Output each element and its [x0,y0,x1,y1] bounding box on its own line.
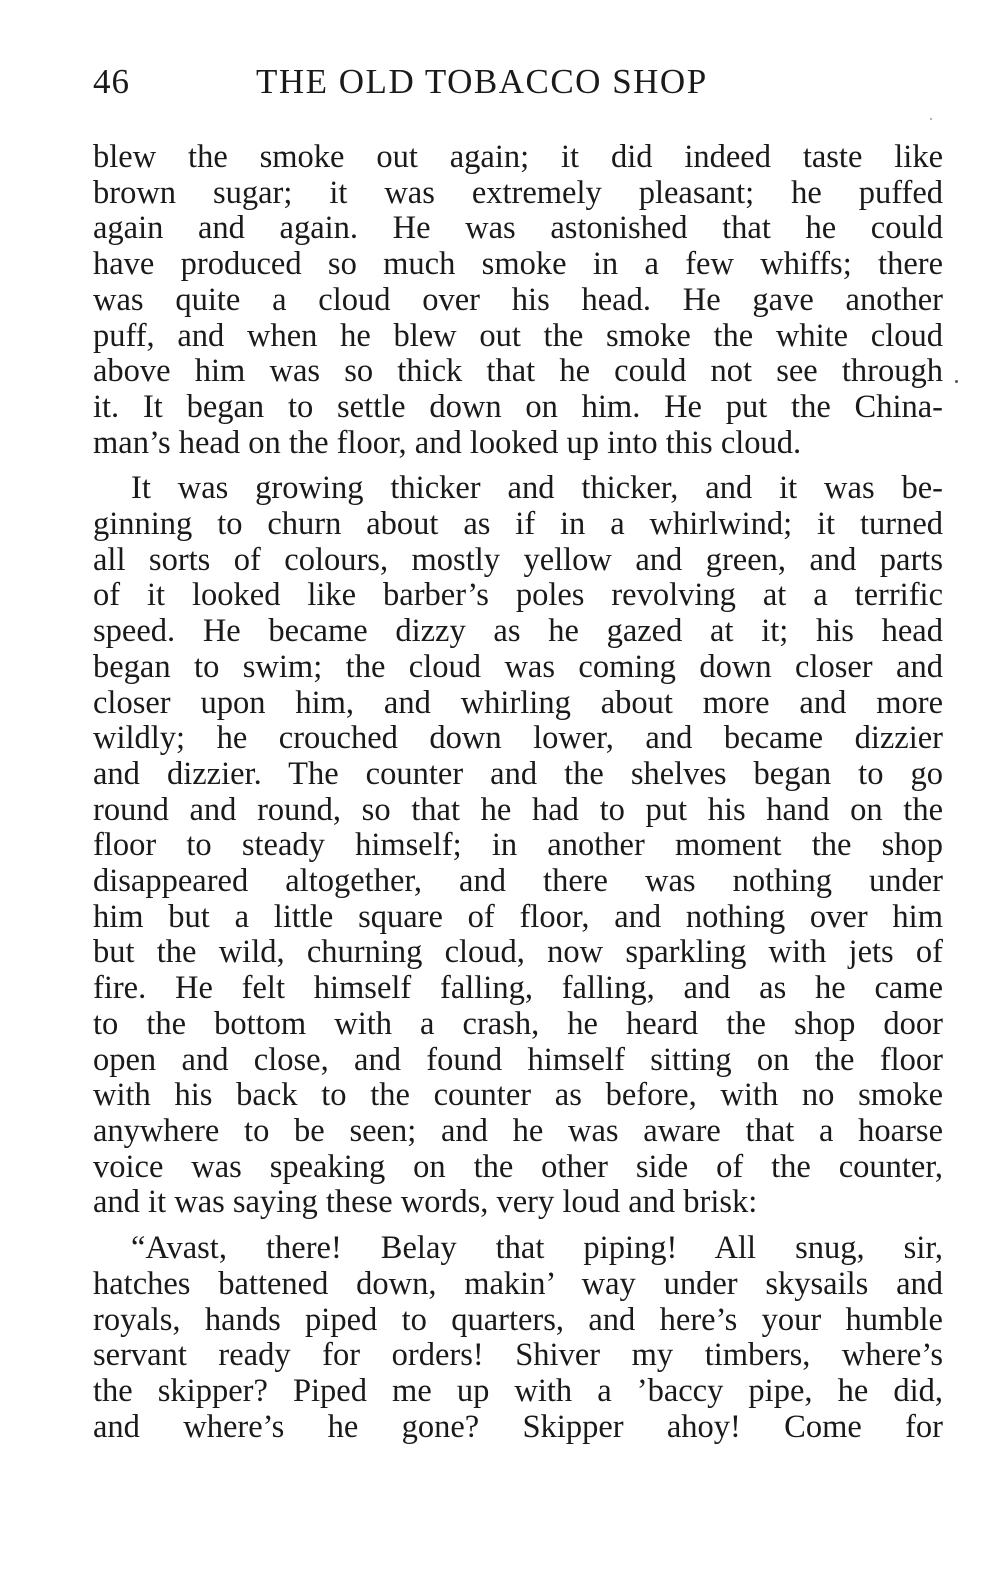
text-line: and where’s he gone? Skipper ahoy! Come for [93,1408,943,1445]
text-line: but the wild, churning cloud, now sparkling with jets of [93,934,943,971]
text-line: and it was saying these words, very loud and brisk: [93,1184,758,1221]
text-line: puff, and when he blew out the smoke the white cloud [93,317,943,354]
text-line: of it looked like barber’s poles revolving at a terrific [93,577,943,614]
text-line: round and round, so that he had to put his hand on the [93,791,943,828]
text-line: blew the smoke out again; it did indeed taste like [93,139,943,175]
text-line: and dizzier. The counter and the shelves began to go [93,755,943,792]
text-line: servant ready for orders! Shiver my timbers, where’s [93,1337,943,1374]
text-line: above him was so thick that he could not see through [93,353,943,390]
text-line: again and again. He was astonished that he could [93,210,943,247]
text-line: to the bottom with a crash, he heard the shop door [93,1005,943,1042]
text-line: voice was speaking on the other side of the counter, [93,1148,943,1185]
book-page [93,56,943,1445]
text-line: hatches battened down, makin’ way under skysails and [93,1265,943,1302]
text-line: the skipper? Piped me up with a ’baccy pipe, he did, [93,1372,943,1409]
body-text [93,140,943,1445]
text-line: ginning to churn about as if in a whirlwind; it turned [93,506,943,543]
text-line: open and close, and found himself sitting on the floor [93,1041,943,1078]
text-line: man’s head on the floor, and looked up into this cloud. [93,424,802,461]
text-line: “Avast, there! Belay that piping! All snug, sir, [131,1230,943,1267]
text-line: began to swim; the cloud was coming down closer and [93,648,943,685]
text-line: It was growing thicker and thicker, and it was be- [131,470,943,507]
text-line: fire. He felt himself falling, falling, and as he came [93,970,943,1007]
text-line: it. It began to settle down on him. He put the China- [93,388,943,425]
paragraph-1 [93,140,943,461]
text-line: closer upon him, and whirling about more and more [93,684,943,721]
running-head [93,56,943,108]
text-line: anywhere to be seen; and he was aware that a hoarse [93,1112,943,1149]
text-line: was quite a cloud over his head. He gave another [93,281,943,318]
text-line: with his back to the counter as before, with no smoke [93,1077,943,1114]
running-title: THE OLD TOBACCO SHOP [256,62,708,101]
text-line: brown sugar; it was extremely pleasant; he puffed [93,174,943,211]
text-line: speed. He became dizzy as he gazed at it; his head [93,613,943,650]
text-line: floor to steady himself; in another moment the shop [93,827,943,864]
ink-speck [930,118,932,120]
paragraph-3 [93,1231,943,1445]
text-line: wildly; he crouched down lower, and became dizzier [93,720,943,757]
ink-speck [955,380,958,383]
page-number: 46 [93,62,130,101]
text-line: have produced so much smoke in a few whiffs; there [93,246,943,283]
paragraph-2 [93,471,943,1221]
text-line: royals, hands piped to quarters, and here’s your humble [93,1301,943,1338]
text-line: him but a little square of floor, and nothing over him [93,898,943,935]
text-line: all sorts of colours, mostly yellow and green, and parts [93,541,943,578]
text-line: disappeared altogether, and there was nothing under [93,863,943,900]
